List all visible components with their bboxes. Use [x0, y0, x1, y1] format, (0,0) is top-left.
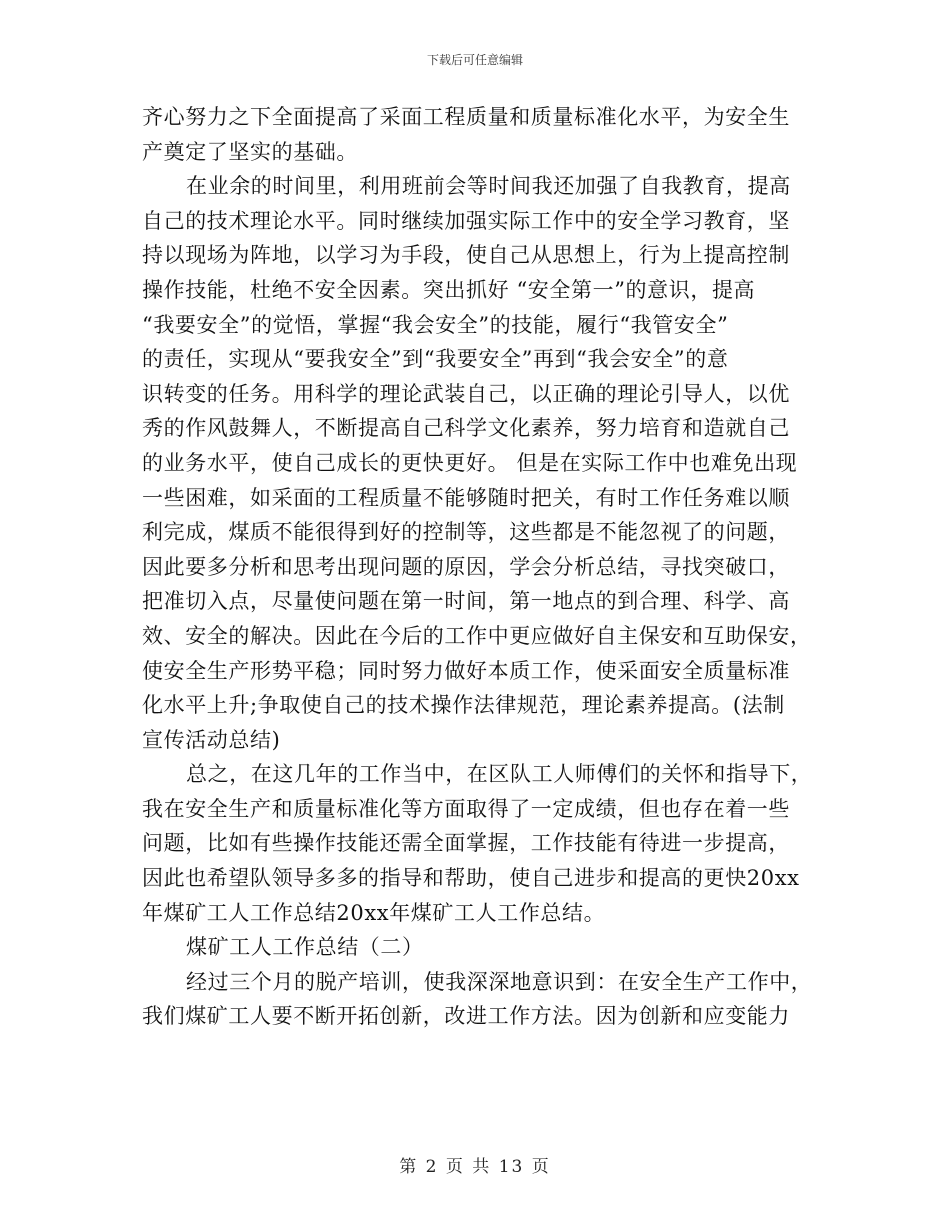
- text-line: 利完成，煤质不能很得到好的控制等，这些都是不能忽视了的问题，: [142, 520, 790, 545]
- page-number-footer: 第 2 页 共 13 页: [399, 1157, 551, 1177]
- text-line: 的责任，实现从“要我安全”到“我要安全”再到“我会安全”的意: [142, 347, 729, 372]
- text-line: 效、安全的解决。因此在今后的工作中更应做好自主保安和互助保安，: [142, 623, 812, 648]
- text-line: 识转变的任务。用科学的理论武装自己，以正确的理论引导人，以优: [142, 381, 790, 406]
- text-line: 年煤矿工人工作总结20xx年煤矿工人工作总结。: [142, 900, 606, 925]
- text-line: 产奠定了坚实的基础。: [142, 139, 358, 164]
- paragraph-start-line: 总之，在这几年的工作当中，在区队工人师傅们的关怀和指导下，: [186, 762, 813, 787]
- text-line: 齐心努力之下全面提高了采面工程质量和质量标准化水平，为安全生: [142, 105, 790, 129]
- text-line: 因此也希望队领导多多的指导和帮助，使自己进步和提高的更快20xx: [142, 866, 800, 891]
- document-body: [142, 100, 813, 1034]
- text-line: 操作技能，杜绝不安全因素。突出抓好 “安全第一”的意识，提高: [142, 277, 756, 302]
- section-heading: 煤矿工人工作总结（二）: [186, 935, 424, 960]
- text-line: 因此要多分析和思考出现问题的原因，学会分析总结，寻找突破口，: [142, 554, 790, 579]
- paragraph-start-line: 经过三个月的脱产培训，使我深深地意识到：在安全生产工作中，: [186, 969, 813, 994]
- text-line: 我在安全生产和质量标准化等方面取得了一定成绩，但也存在着一些: [142, 796, 790, 821]
- text-line: 秀的作风鼓舞人，不断提高自己科学文化素养，努力培育和造就自己: [142, 416, 790, 441]
- text-line: 持以现场为阵地，以学习为手段，使自己从思想上，行为上提高控制: [142, 243, 790, 268]
- text-line: 一些困难，如采面的工程质量不能够随时把关，有时工作任务难以顺: [142, 485, 790, 510]
- page-header: 下载后可任意编辑: [426, 53, 523, 67]
- text-line: 宣传活动总结): [142, 727, 281, 752]
- text-line: 自己的技术理论水平。同时继续加强实际工作中的安全学习教育，坚: [142, 208, 790, 233]
- text-line: 化水平上升;争取使自己的技术操作法律规范，理论素养提高。(法制: [142, 693, 785, 718]
- text-line: 把准切入点，尽量使问题在第一时间，第一地点的到合理、科学、高: [142, 589, 790, 614]
- paragraph-start-line: 在业余的时间里，利用班前会等时间我还加强了自我教育，提高: [186, 174, 791, 199]
- text-line: 我们煤矿工人要不断开拓创新，改进工作方法。因为创新和应变能力: [142, 1004, 790, 1029]
- text-line: “我要安全”的觉悟，掌握“我会安全”的技能，履行“我管安全”: [142, 312, 729, 337]
- text-line: 的业务水平，使自己成长的更快更好。 但是在实际工作中也难免出现: [142, 450, 798, 475]
- text-line: 使安全生产形势平稳；同时努力做好本质工作，使采面安全质量标准: [142, 658, 790, 683]
- text-line: 问题，比如有些操作技能还需全面掌握，工作技能有待进一步提高，: [142, 831, 790, 856]
